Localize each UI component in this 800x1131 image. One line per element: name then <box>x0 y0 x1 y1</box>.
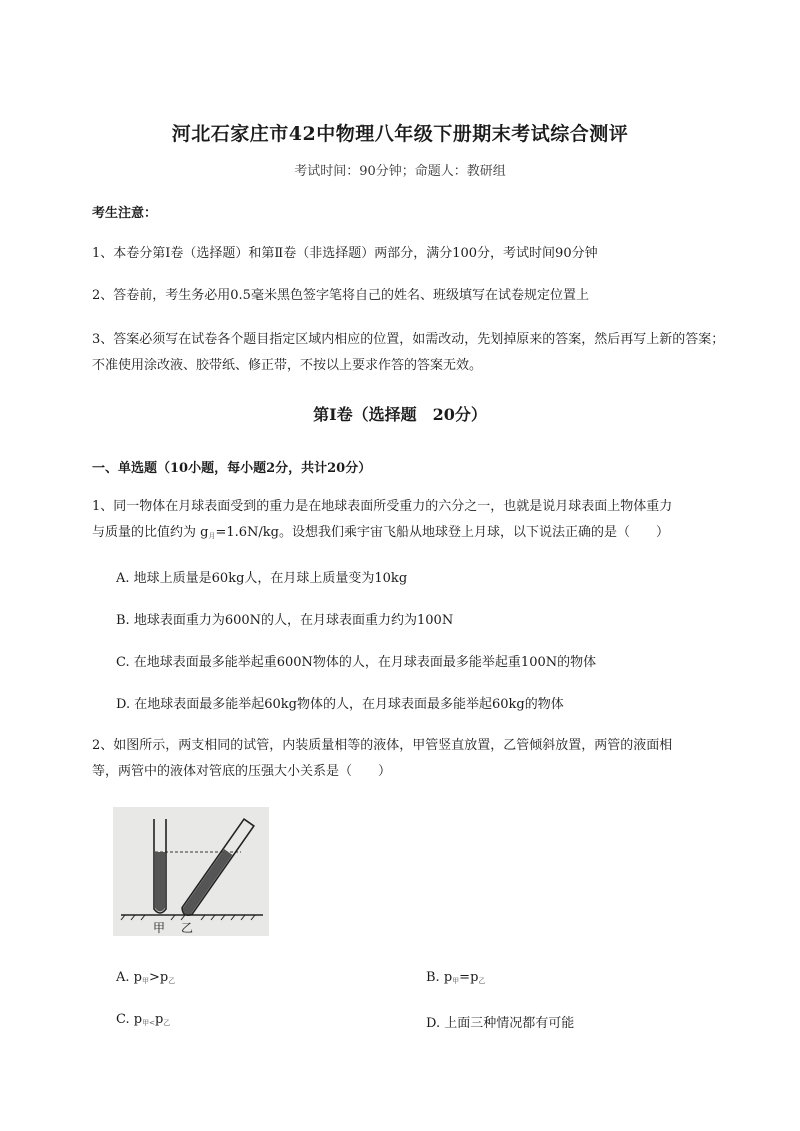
question-1-option-d: D. 在地球表面最多能举起60kg物体的人，在月球表面最多能举起60kg的物体 <box>116 697 564 712</box>
page-title: 河北石家庄市42中物理八年级下册期末考试综合测评 <box>171 123 629 145</box>
tilted-tube-liquid <box>181 849 232 917</box>
tube-label-jia: 甲 <box>153 921 166 935</box>
question-1-option-a: A. 地球上质量是60kg人，在月球上质量变为10kg <box>116 571 408 586</box>
notice-item-3: 3、答案必须写在试卷各个题目指定区域内相应的位置，如需改动，先划掉原来的答案，然后再写上新的答案；不准使用涂改液、胶带纸、修正带，不按以上要求作答的答案无效。 <box>92 332 725 373</box>
question-2-option-b: B. $p_甲=p_乙$ <box>426 970 486 985</box>
test-tubes-figure <box>113 807 269 936</box>
notice-item-2: 2、答卷前，考生务必用0.5毫米黑色签字笔将自己的姓名、班级填写在试卷规定位置上 <box>92 288 589 303</box>
question-1-stem-part-a: 与质量的比值约为 g <box>92 525 209 540</box>
notice-item-1: 1、本卷分第I卷（选择题）和第Ⅱ卷（非选择题）两部分，满分100分，考试时间90分钟 <box>92 246 598 261</box>
part-title: 一、单选题（10小题，每小题2分，共计20分） <box>92 461 372 476</box>
question-2-stem-line2: 等，两管中的液体对管底的压强大小关系是（ ） <box>92 764 392 779</box>
question-2-option-d: D. 上面三种情况都有可能 <box>426 1016 575 1031</box>
section-title: 第I卷（选择题 20分） <box>313 405 487 424</box>
tube-label-yi: 乙 <box>181 921 194 935</box>
gravity-subscript: 月 <box>208 532 216 540</box>
exam-info: 考试时间：90分钟；命题人：教研组 <box>294 164 506 179</box>
question-2-option-c: C. $p_{甲<}p_乙$ <box>116 1012 171 1027</box>
question-1-option-c: C. 在地球表面最多能举起重600N物体的人，在月球表面最多能举起重100N的物体 <box>116 655 597 670</box>
question-1-stem-line1: 1、同一物体在月球表面受到的重力是在地球表面所受重力的六分之一，也就是说月球表面上物体重力 <box>92 499 673 514</box>
notice-heading: 考生注意： <box>92 206 158 221</box>
tilted-tube <box>180 819 254 918</box>
question-2-option-a: A. $p_甲>p_乙$ <box>116 970 176 985</box>
test-tubes-illustration <box>113 807 269 936</box>
question-1-stem-line2 <box>92 522 669 547</box>
question-2-stem-line1: 2、如图所示，两支相同的试管，内装质量相等的液体，甲管竖直放置，乙管倾斜放置，两管的液面相 <box>92 738 673 753</box>
question-1-stem-part-b: =1.6N/kg。设想我们乘宇宙飞船从地球登上月球，以下说法正确的是（ ） <box>215 525 669 540</box>
question-1-option-b: B. 地球表面重力为600N的人，在月球表面重力约为100N <box>116 613 454 628</box>
vertical-tube-liquid <box>155 852 165 912</box>
